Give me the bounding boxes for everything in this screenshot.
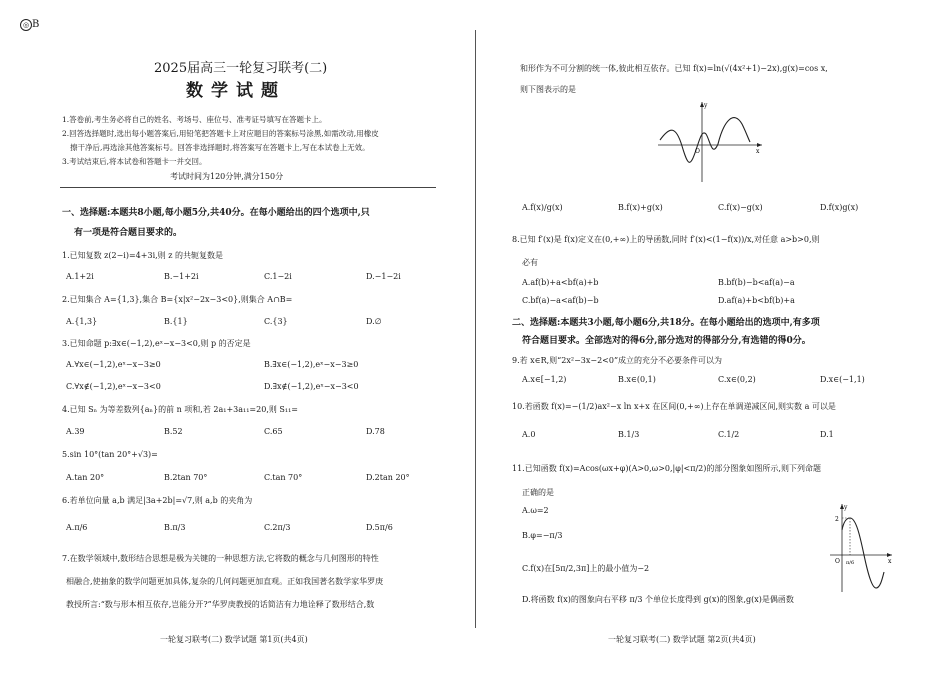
q5-option-a[interactable]: A.tan 20° — [66, 473, 105, 482]
q9-option-a[interactable]: A.x∈[−1,2) — [522, 375, 567, 384]
q3-option-a[interactable]: A.∀x∈(−1,2),eˣ−x−3≥0 — [66, 360, 161, 369]
x-axis-arrow-icon — [757, 143, 762, 147]
q7-option-d[interactable]: D.f(x)g(x) — [820, 203, 859, 212]
q5-option-b[interactable]: B.2tan 70° — [164, 473, 208, 482]
q4-option-b[interactable]: B.52 — [164, 427, 183, 436]
question-6-stem: 6.若单位向量 a,b 满足|3a+2b|=√7,则 a,b 的夹角为 — [62, 496, 253, 505]
question-5-stem: 5.sin 10°(tan 20°+√3)= — [62, 450, 158, 459]
q10-option-c[interactable]: C.1/2 — [718, 430, 740, 439]
question-7-line-2: 相融合,使抽象的数学问题更加具体,复杂的几何问题更加直观。正如我国著名数学家华罗庚 — [66, 577, 384, 586]
q11-option-d[interactable]: D.将函数 f(x)的图象向右平移 π/3 个单位长度得到 g(x)的图象,g(x)是偶函数 — [522, 595, 794, 604]
q7-option-b[interactable]: B.f(x)+g(x) — [618, 203, 663, 212]
q1-option-d[interactable]: D.−1−2i — [366, 272, 401, 281]
page-footer: 一轮复习联考(二) 数学试题 第1页(共4页) — [160, 635, 308, 644]
x-label: x — [888, 558, 892, 565]
question-8-line-1: 8.已知 f′(x)是 f(x)定义在(0,+∞)上的导函数,同时 f′(x)<(1−f(x))/x,对任意 a>b>0,则 — [512, 235, 820, 244]
section2-header-cont: 符合题目要求。全部选对的得6分,部分选对的得部分分,有选错的得0分。 — [522, 336, 811, 346]
subject-title: 数学试题 — [186, 81, 286, 101]
q11-option-b[interactable]: B.φ=−π/3 — [522, 531, 563, 540]
time-info: 考试时间为120分钟,满分150分 — [170, 172, 284, 181]
origin-label: O — [835, 558, 840, 565]
question-7-cont-line-1: 和形作为不可分割的统一体,彼此相互依存。已知 f(x)=ln(√(4x²+1)−2x),g(x)=cos x, — [520, 64, 828, 73]
origin-label: O — [695, 148, 700, 155]
right-page — [476, 0, 950, 673]
q7-option-c[interactable]: C.f(x)−g(x) — [718, 203, 763, 212]
q6-option-b[interactable]: B.π/3 — [164, 523, 186, 532]
question-10-stem: 10.若函数 f(x)=−(1/2)ax²−x ln x+x 在区间(0,+∞)上存在单调递减区间,则实数 a 可以是 — [512, 402, 836, 411]
q6-option-a[interactable]: A.π/6 — [66, 523, 88, 532]
notice-line-2: 2.回答选择题时,选出每小题答案后,用铅笔把答题卡上对应题目的答案标号涂黑,如需改动,用橡皮 — [62, 129, 379, 138]
question-9-stem: 9.若 x∈R,则“2x²−3x−2<0”成立的充分不必要条件可以为 — [512, 356, 723, 365]
x-axis-arrow-icon — [887, 553, 892, 557]
section1-header: 一、选择题:本题共8小题,每小题5分,共40分。在每小题给出的四个选项中,只 — [62, 208, 370, 218]
divider-line — [60, 187, 436, 188]
notice-line-3: 擦干净后,再选涂其他答案标号。回答非选择题时,将答案写在答题卡上,写在本试卷上无效。 — [70, 143, 370, 152]
question-7-cont-line-2: 则下图表示的是 — [520, 85, 576, 94]
y-label: y — [704, 102, 708, 109]
q11-option-a[interactable]: A.ω=2 — [522, 506, 549, 515]
version-mark: ◎ B — [20, 19, 39, 31]
q1-option-a[interactable]: A.1+2i — [66, 272, 94, 281]
section1-header-cont: 有一项是符合题目要求的。 — [74, 228, 183, 238]
question-11-line-1: 11.已知函数 f(x)=Acos(ωx+φ)(A>0,ω>0,|φ|<π/2)的部分图象如图所示,则下列命题 — [512, 464, 821, 473]
section2-header: 二、选择题:本题共3小题,每小题6分,共18分。在每小题给出的选项中,有多项 — [512, 318, 820, 328]
x-label: x — [756, 148, 760, 155]
q8-option-a[interactable]: A.af(b)+a<bf(a)+b — [522, 278, 599, 287]
question-3-stem: 3.已知命题 p:∃x∈(−1,2),eˣ−x−3<0,则 p 的否定是 — [62, 339, 251, 348]
question-8-line-2: 必有 — [522, 258, 538, 267]
q2-option-d[interactable]: D.∅ — [366, 317, 382, 326]
q5-option-c[interactable]: C.tan 70° — [264, 473, 303, 482]
q8-option-d[interactable]: D.af(a)+b<bf(b)+a — [718, 296, 795, 305]
q4-option-a[interactable]: A.39 — [66, 427, 85, 436]
question-11-line-2: 正确的是 — [522, 488, 554, 497]
q10-option-d[interactable]: D.1 — [820, 430, 834, 439]
q3-option-d[interactable]: D.∃x∉(−1,2),eˣ−x−3<0 — [264, 382, 359, 391]
circle-icon: ◎ — [20, 19, 32, 31]
q9-option-d[interactable]: D.x∈(−1,1) — [820, 375, 865, 384]
q10-option-b[interactable]: B.1/3 — [618, 430, 640, 439]
q6-option-d[interactable]: D.5π/6 — [366, 523, 393, 532]
q3-option-b[interactable]: B.∃x∈(−1,2),eˣ−x−3≥0 — [264, 360, 359, 369]
notice-line-4: 3.考试结束后,将本试卷和答题卡一并交回。 — [62, 157, 207, 166]
q2-option-a[interactable]: A.{1,3} — [66, 317, 98, 326]
q9-option-b[interactable]: B.x∈(0,1) — [618, 375, 656, 384]
y-label: y — [844, 504, 848, 511]
q4-option-d[interactable]: D.78 — [366, 427, 385, 436]
q11-option-c[interactable]: C.f(x)在[5π/2,3π]上的最小值为−2 — [522, 564, 650, 573]
question-7-line-1: 7.在数学领域中,数形结合思想是极为关键的一种思想方法,它将数的概念与几何图形的特性 — [62, 554, 379, 563]
q10-option-a[interactable]: A.0 — [522, 430, 536, 439]
q3-option-c[interactable]: C.∀x∉(−1,2),eˣ−x−3<0 — [66, 382, 161, 391]
exam-title: 2025届高三一轮复习联考(二) — [154, 61, 328, 76]
tick-label: π/6 — [846, 560, 855, 566]
question-7-line-3: 教授所言:“数与形本相互依存,岂能分开?”华罗庚教授的话简洁有力地诠释了数形结合,数 — [66, 600, 375, 609]
q7-curve — [660, 118, 750, 163]
notice-line-1: 1.答卷前,考生务必将自己的姓名、考场号、座位号、准考证号填写在答题卡上。 — [62, 115, 327, 124]
q6-option-c[interactable]: C.2π/3 — [264, 523, 291, 532]
q11-cosine-graph — [828, 500, 894, 594]
q2-option-c[interactable]: C.{3} — [264, 317, 288, 326]
q7-function-graph — [656, 98, 766, 184]
question-4-stem: 4.已知 Sₙ 为等差数列{aₙ}的前 n 项和,若 2a₁+3a₁₁=20,则 S₁₁= — [62, 405, 299, 414]
page-footer: 一轮复习联考(二) 数学试题 第2页(共4页) — [608, 635, 756, 644]
question-2-stem: 2.已知集合 A={1,3},集合 B={x|x²−2x−3<0},则集合 A∩B= — [62, 295, 293, 304]
q8-option-b[interactable]: B.bf(b)−b<af(a)−a — [718, 278, 795, 287]
q1-option-b[interactable]: B.−1+2i — [164, 272, 199, 281]
question-1-stem: 1.已知复数 z(2−i)=4+3i,则 z 的共轭复数是 — [62, 251, 223, 260]
q1-option-c[interactable]: C.1−2i — [264, 272, 292, 281]
max-value-label: 2 — [835, 516, 839, 523]
q8-option-c[interactable]: C.bf(a)−a<af(b)−b — [522, 296, 599, 305]
q2-option-b[interactable]: B.{1} — [164, 317, 188, 326]
q4-option-c[interactable]: C.65 — [264, 427, 283, 436]
q11-curve — [842, 518, 884, 588]
q7-option-a[interactable]: A.f(x)/g(x) — [522, 203, 563, 212]
q5-option-d[interactable]: D.2tan 20° — [366, 473, 410, 482]
q9-option-c[interactable]: C.x∈(0,2) — [718, 375, 756, 384]
